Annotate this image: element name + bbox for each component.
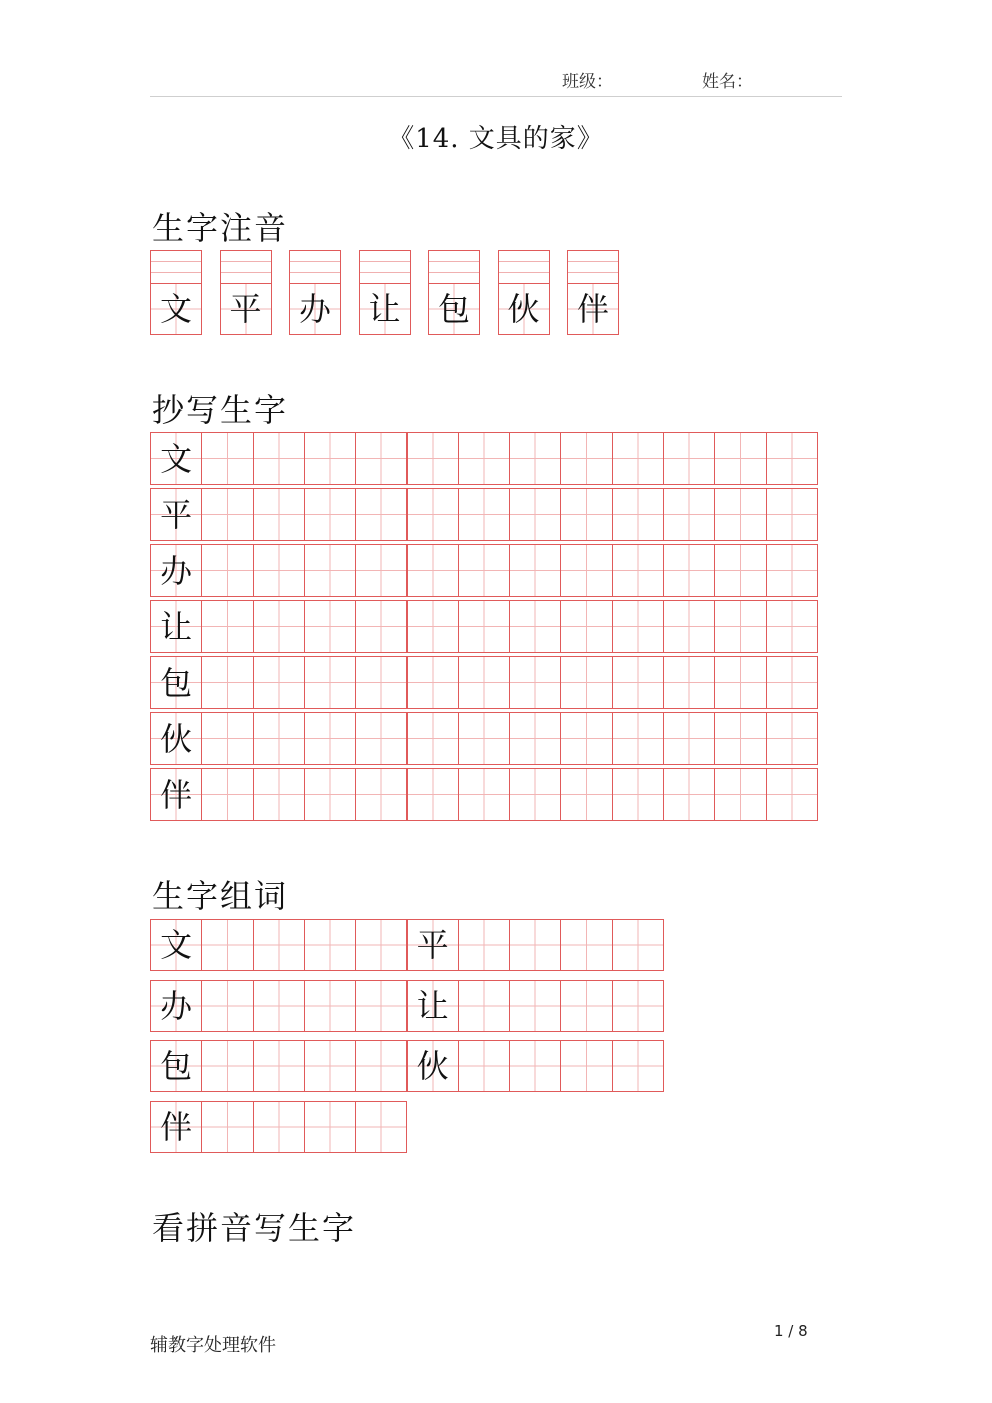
word-blank-cell[interactable]	[509, 1040, 561, 1092]
section-heading-pinyin-write: 看拼音写生字	[152, 1209, 357, 1247]
copy-blank-cell[interactable]	[714, 488, 766, 541]
copy-blank-cell[interactable]	[663, 712, 715, 765]
copy-blank-cell[interactable]	[766, 656, 818, 709]
word-blank-cell[interactable]	[355, 919, 407, 971]
copy-blank-cell[interactable]	[509, 432, 561, 485]
copy-blank-cell[interactable]	[458, 712, 510, 765]
copy-blank-cell[interactable]	[458, 656, 510, 709]
copy-blank-cell[interactable]	[407, 712, 459, 765]
word-blank-cell[interactable]	[560, 919, 612, 971]
copy-blank-cell[interactable]	[304, 488, 356, 541]
copy-blank-cell[interactable]	[766, 768, 818, 821]
word-blank-cell[interactable]	[253, 1040, 305, 1092]
section-heading-copy: 抄写生字	[152, 391, 289, 429]
word-blank-cell[interactable]	[509, 980, 561, 1032]
word-blank-cell[interactable]	[201, 980, 253, 1032]
copy-blank-cell[interactable]	[201, 488, 253, 541]
copy-blank-cell[interactable]	[407, 544, 459, 597]
word-model-char: 让	[407, 980, 459, 1032]
footer-software: 辅教字处理软件	[150, 1335, 276, 1356]
copy-blank-cell[interactable]	[407, 600, 459, 653]
copy-blank-cell[interactable]	[560, 656, 612, 709]
copy-blank-cell[interactable]	[253, 768, 305, 821]
word-blank-cell[interactable]	[560, 1040, 612, 1092]
copy-blank-cell[interactable]	[560, 712, 612, 765]
word-blank-cell[interactable]	[253, 1101, 305, 1153]
word-blank-cell[interactable]	[458, 1040, 510, 1092]
page-number: 1 / 8	[774, 1322, 808, 1340]
copy-blank-cell[interactable]	[253, 432, 305, 485]
copy-blank-cell[interactable]	[458, 488, 510, 541]
copy-blank-cell[interactable]	[612, 432, 664, 485]
copy-blank-cell[interactable]	[560, 432, 612, 485]
copy-blank-cell[interactable]	[766, 600, 818, 653]
copy-blank-cell[interactable]	[714, 712, 766, 765]
copy-blank-cell[interactable]	[663, 768, 715, 821]
copy-blank-cell[interactable]	[458, 768, 510, 821]
copy-blank-cell[interactable]	[663, 488, 715, 541]
copy-blank-cell[interactable]	[253, 488, 305, 541]
pinyin-box[interactable]	[428, 250, 480, 283]
word-model-char: 伴	[150, 1101, 202, 1153]
copy-blank-cell[interactable]	[355, 600, 407, 653]
header-divider	[150, 96, 842, 97]
copy-model-char: 平	[150, 488, 202, 541]
copy-blank-cell[interactable]	[304, 656, 356, 709]
section-heading-words: 生字组词	[152, 877, 289, 915]
copy-blank-cell[interactable]	[458, 432, 510, 485]
copy-blank-cell[interactable]	[714, 432, 766, 485]
word-blank-cell[interactable]	[304, 1040, 356, 1092]
copy-blank-cell[interactable]	[407, 488, 459, 541]
pinyin-box[interactable]	[220, 250, 272, 283]
copy-blank-cell[interactable]	[458, 544, 510, 597]
copy-blank-cell[interactable]	[612, 600, 664, 653]
copy-blank-cell[interactable]	[612, 544, 664, 597]
pinyin-box[interactable]	[498, 250, 550, 283]
word-blank-cell[interactable]	[458, 980, 510, 1032]
annotate-char-cell: 平	[220, 283, 272, 335]
copy-blank-cell[interactable]	[304, 768, 356, 821]
annotate-char-cell: 办	[289, 283, 341, 335]
word-model-char: 伙	[407, 1040, 459, 1092]
word-blank-cell[interactable]	[612, 980, 664, 1032]
word-model-char: 包	[150, 1040, 202, 1092]
annotate-char-cell: 让	[359, 283, 411, 335]
word-blank-cell[interactable]	[304, 980, 356, 1032]
word-blank-cell[interactable]	[560, 980, 612, 1032]
copy-blank-cell[interactable]	[663, 544, 715, 597]
copy-blank-cell[interactable]	[304, 712, 356, 765]
copy-blank-cell[interactable]	[201, 656, 253, 709]
copy-blank-cell[interactable]	[714, 600, 766, 653]
copy-blank-cell[interactable]	[560, 488, 612, 541]
copy-blank-cell[interactable]	[560, 768, 612, 821]
copy-model-char: 让	[150, 600, 202, 653]
copy-blank-cell[interactable]	[509, 768, 561, 821]
copy-blank-cell[interactable]	[663, 432, 715, 485]
pinyin-box[interactable]	[289, 250, 341, 283]
copy-blank-cell[interactable]	[355, 656, 407, 709]
word-model-char: 文	[150, 919, 202, 971]
copy-blank-cell[interactable]	[201, 600, 253, 653]
class-label: 班级：	[562, 72, 613, 92]
copy-blank-cell[interactable]	[612, 656, 664, 709]
word-blank-cell[interactable]	[458, 919, 510, 971]
word-blank-cell[interactable]	[355, 1040, 407, 1092]
copy-blank-cell[interactable]	[355, 488, 407, 541]
section-heading-annotate: 生字注音	[152, 209, 289, 247]
copy-blank-cell[interactable]	[509, 712, 561, 765]
annotate-char-cell: 伙	[498, 283, 550, 335]
copy-blank-cell[interactable]	[253, 712, 305, 765]
copy-blank-cell[interactable]	[714, 656, 766, 709]
annotate-char-cell: 包	[428, 283, 480, 335]
copy-blank-cell[interactable]	[766, 432, 818, 485]
copy-blank-cell[interactable]	[304, 432, 356, 485]
word-blank-cell[interactable]	[612, 1040, 664, 1092]
copy-blank-cell[interactable]	[663, 656, 715, 709]
copy-blank-cell[interactable]	[509, 600, 561, 653]
copy-model-char: 办	[150, 544, 202, 597]
pinyin-box[interactable]	[567, 250, 619, 283]
copy-blank-cell[interactable]	[458, 600, 510, 653]
copy-blank-cell[interactable]	[304, 544, 356, 597]
word-blank-cell[interactable]	[253, 919, 305, 971]
copy-blank-cell[interactable]	[201, 768, 253, 821]
annotate-char-cell: 伴	[567, 283, 619, 335]
annotate-char-cell: 文	[150, 283, 202, 335]
copy-blank-cell[interactable]	[355, 768, 407, 821]
word-blank-cell[interactable]	[201, 1040, 253, 1092]
copy-blank-cell[interactable]	[355, 544, 407, 597]
word-blank-cell[interactable]	[201, 919, 253, 971]
copy-blank-cell[interactable]	[407, 768, 459, 821]
copy-blank-cell[interactable]	[612, 768, 664, 821]
copy-blank-cell[interactable]	[714, 544, 766, 597]
copy-blank-cell[interactable]	[407, 656, 459, 709]
copy-blank-cell[interactable]	[253, 656, 305, 709]
word-model-char: 平	[407, 919, 459, 971]
copy-blank-cell[interactable]	[355, 712, 407, 765]
copy-blank-cell[interactable]	[509, 656, 561, 709]
copy-model-char: 包	[150, 656, 202, 709]
copy-blank-cell[interactable]	[766, 488, 818, 541]
word-blank-cell[interactable]	[355, 980, 407, 1032]
word-blank-cell[interactable]	[201, 1101, 253, 1153]
word-blank-cell[interactable]	[253, 980, 305, 1032]
word-blank-cell[interactable]	[304, 919, 356, 971]
copy-model-char: 伴	[150, 768, 202, 821]
copy-blank-cell[interactable]	[663, 600, 715, 653]
copy-blank-cell[interactable]	[407, 432, 459, 485]
copy-blank-cell[interactable]	[714, 768, 766, 821]
copy-blank-cell[interactable]	[253, 544, 305, 597]
copy-blank-cell[interactable]	[560, 600, 612, 653]
copy-blank-cell[interactable]	[766, 712, 818, 765]
name-label: 姓名：	[702, 72, 753, 92]
pinyin-box[interactable]	[359, 250, 411, 283]
page-title: 《14. 文具的家》	[388, 124, 604, 154]
copy-blank-cell[interactable]	[304, 600, 356, 653]
copy-model-char: 伙	[150, 712, 202, 765]
copy-blank-cell[interactable]	[355, 432, 407, 485]
word-blank-cell[interactable]	[509, 919, 561, 971]
word-model-char: 办	[150, 980, 202, 1032]
copy-blank-cell[interactable]	[612, 488, 664, 541]
copy-blank-cell[interactable]	[201, 712, 253, 765]
copy-blank-cell[interactable]	[509, 488, 561, 541]
word-blank-cell[interactable]	[355, 1101, 407, 1153]
copy-blank-cell[interactable]	[766, 544, 818, 597]
copy-blank-cell[interactable]	[612, 712, 664, 765]
copy-blank-cell[interactable]	[201, 544, 253, 597]
word-blank-cell[interactable]	[612, 919, 664, 971]
copy-model-char: 文	[150, 432, 202, 485]
pinyin-box[interactable]	[150, 250, 202, 283]
word-blank-cell[interactable]	[304, 1101, 356, 1153]
copy-blank-cell[interactable]	[201, 432, 253, 485]
copy-blank-cell[interactable]	[253, 600, 305, 653]
copy-blank-cell[interactable]	[509, 544, 561, 597]
copy-blank-cell[interactable]	[560, 544, 612, 597]
